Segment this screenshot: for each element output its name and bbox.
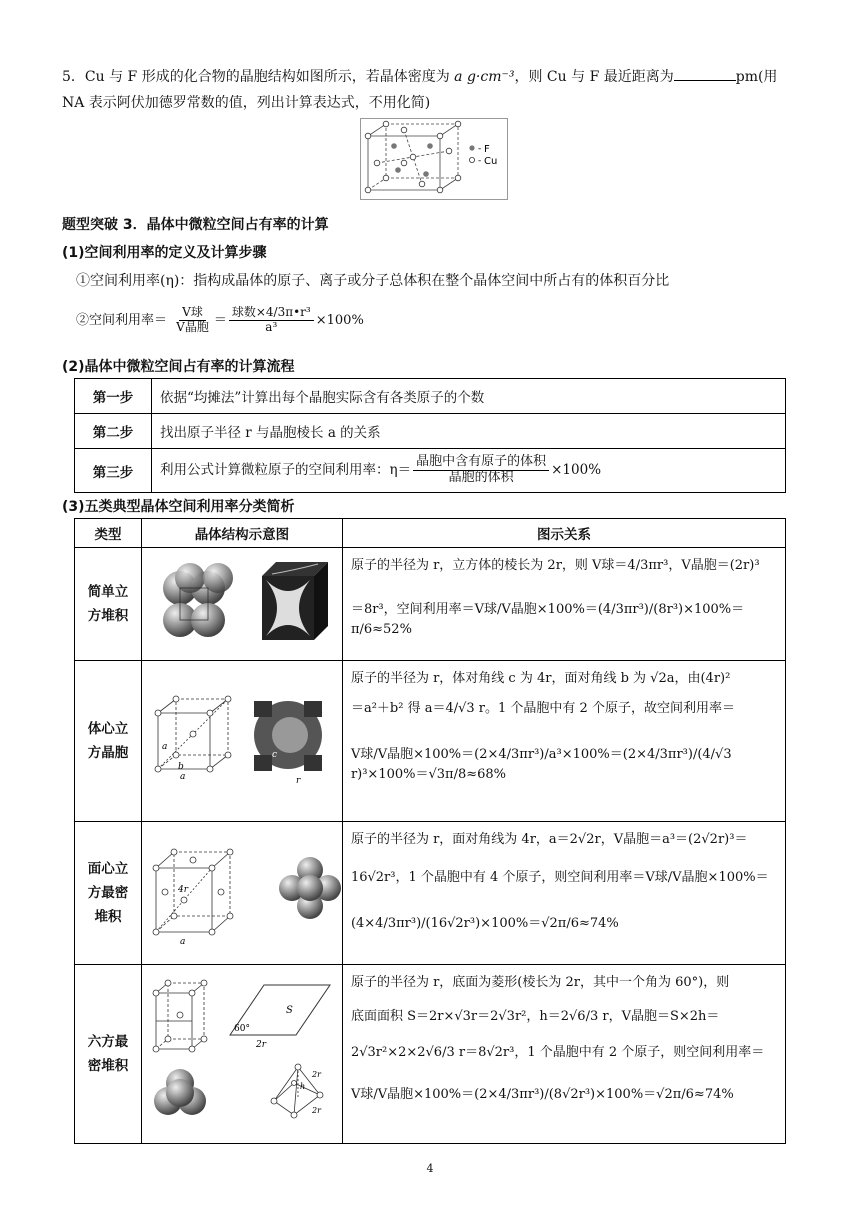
svg-text:a: a	[179, 772, 186, 782]
relation-line: (4×4/3πr³)/(16√2r³)×100%＝√2π/6≈74%	[350, 916, 619, 932]
type-cell: 面心立 方最密 堆积	[75, 822, 142, 965]
figure-cell	[141, 661, 342, 822]
step-value: 找出原子半径 r 与晶胞棱长 a 的关系	[152, 414, 786, 449]
formula-label: ②空间利用率＝	[76, 312, 168, 328]
hcp-figure	[142, 965, 342, 1139]
step3-tail: ×100%	[551, 462, 602, 478]
step3-denominator: 晶胞的体积	[448, 470, 514, 485]
step3-text: 利用公式计算微粒原子的空间利用率：η＝	[160, 462, 412, 478]
simple-cubic-figure	[142, 548, 342, 656]
relation-line: 16√2r³，1 个晶胞中有 4 个原子，则空间利用率＝V球/V晶胞×100%＝	[350, 870, 769, 886]
legend-f: F	[484, 144, 490, 155]
formula-vcell: V晶胞	[176, 319, 209, 334]
relation-line: ＝a²＋b² 得 a＝4/√3 r。1 个晶胞中有 2 个原子，故空间利用率＝	[350, 701, 735, 717]
page-number: 4	[426, 1162, 434, 1175]
q5-density: a g·cm⁻³	[454, 69, 515, 85]
formula-vball: V球	[179, 306, 206, 321]
type-cell: 体心立 方晶胞	[75, 661, 142, 822]
subheading-3: (3)五类典型晶体空间利用率分类简析	[62, 499, 295, 515]
relation-line: 2√3r²×2×2√6/3 r＝8√2r³，1 个晶胞中有 2 个原子，则空间利用率＝	[350, 1045, 765, 1061]
relation-line: ＝8r³，空间利用率＝V球/V晶胞×100%＝(4/3πr³)/(8r³)×100%＝π/6≈52%	[350, 602, 745, 638]
formula-numerator: 球数×4/3π•r³	[229, 306, 314, 321]
svg-text:c: c	[271, 750, 277, 760]
fcc-figure	[142, 822, 342, 960]
q5-line2: NA 表示阿伏加德罗常数的值，列出计算表达式，不用化简)	[62, 95, 431, 111]
svg-text:b: b	[177, 762, 184, 772]
svg-text:60°: 60°	[233, 1024, 250, 1034]
svg-text:a: a	[179, 937, 186, 947]
q5-text-a: 5．Cu 与 F 形成的化合物的晶胞结构如图所示，若晶体密度为	[62, 69, 455, 85]
step-key: 第二步	[75, 414, 152, 449]
table-row	[75, 965, 786, 1144]
definition-text: ①空间利用率(η)：指构成晶体的原子、离子或分子总体积在整个晶体空间中所占有的体积百分比	[76, 273, 670, 289]
relation-line: V球/V晶胞×100%＝(2×4/3πr³)/(8√2r³)×100%＝√2π/6≈74%	[350, 1087, 734, 1103]
table-row	[75, 822, 786, 965]
svg-text:4r: 4r	[177, 885, 188, 895]
type-cell: 六方最 密堆积	[75, 965, 142, 1144]
relation-line: 原子的半径为 r，底面为菱形(棱长为 2r，其中一个角为 60°)，则	[350, 975, 730, 990]
step-value	[152, 449, 786, 493]
relation-cell	[342, 965, 785, 1144]
relation-line: 原子的半径为 r，体对角线 c 为 4r，面对角线 b 为 √2a，由(4r)²	[350, 671, 731, 686]
legend-cu: Cu	[484, 156, 498, 167]
svg-text:2r: 2r	[255, 1040, 266, 1050]
section-title: 题型突破 3．晶体中微粒空间占有率的计算	[62, 217, 329, 233]
relation-cell	[342, 548, 785, 661]
table-row	[75, 661, 786, 822]
svg-text:-: -	[478, 144, 482, 154]
formula-denominator: a³	[265, 319, 278, 334]
figure-cell	[141, 822, 342, 965]
svg-text:2r: 2r	[311, 1106, 321, 1115]
relation-cell	[342, 661, 785, 822]
q5-line1	[62, 66, 777, 86]
header-type: 类型	[75, 519, 142, 548]
cuf-unit-cell-figure	[360, 118, 508, 200]
step-row	[75, 449, 786, 493]
q5-unit: pm(用	[735, 69, 778, 85]
relation-line: 底面面积 S＝2r×√3r＝2√3r²，h＝2√6/3 r，V晶胞＝S×2h＝	[350, 1009, 720, 1025]
header-figure: 晶体结构示意图	[141, 519, 342, 548]
steps-table	[74, 378, 786, 493]
q5-text-b: ，则 Cu 与 F 最近距离为	[514, 69, 674, 85]
svg-text:-: -	[478, 156, 482, 166]
figure-cell	[141, 965, 342, 1144]
svg-text:2r: 2r	[311, 1070, 321, 1079]
figure-cell	[141, 548, 342, 661]
subheading-2: (2)晶体中微粒空间占有率的计算流程	[62, 359, 295, 375]
step-row	[75, 379, 786, 414]
step-row	[75, 414, 786, 449]
relation-cell	[342, 822, 785, 965]
relation-line: 原子的半径为 r，面对角线为 4r，a＝2√2r，V晶胞＝a³＝(2√2r)³＝	[350, 832, 748, 847]
table-row	[75, 548, 786, 661]
step-key: 第三步	[75, 449, 152, 493]
subheading-1: (1)空间利用率的定义及计算步骤	[62, 245, 267, 261]
formula-tail: ×100%	[315, 312, 364, 328]
relation-line: 原子的半径为 r，立方体的棱长为 2r，则 V球＝4/3πr³，V晶胞＝(2r)³	[350, 558, 760, 573]
header-relation: 图示关系	[342, 519, 785, 548]
crystal-table	[74, 518, 786, 1144]
type-cell: 简单立 方堆积	[75, 548, 142, 661]
step-value: 依据“均摊法”计算出每个晶胞实际含有各类原子的个数	[152, 379, 786, 414]
bcc-figure	[142, 661, 342, 817]
utilization-formula: ②空间利用率＝ $\frac{\text{V球}}{\text{V晶胞}}$ ＝ $\frac{\text{球数×4/3π•r³}}{\text{a³}}$ ×100%	[76, 305, 364, 334]
svg-text:r: r	[295, 776, 301, 786]
svg-text:a: a	[161, 742, 168, 752]
svg-text:S: S	[285, 1005, 293, 1016]
answer-blank[interactable]	[674, 68, 736, 81]
step-key: 第一步	[75, 379, 152, 414]
relation-line: V球/V晶胞×100%＝(2×4/3πr³)/a³×100%＝(2×4/3πr³)/(4/√3 r)³×100%＝√3π/8≈68%	[350, 747, 732, 783]
step3-numerator: 晶胞中含有原子的体积	[413, 455, 549, 471]
svg-text:h: h	[299, 1082, 306, 1091]
